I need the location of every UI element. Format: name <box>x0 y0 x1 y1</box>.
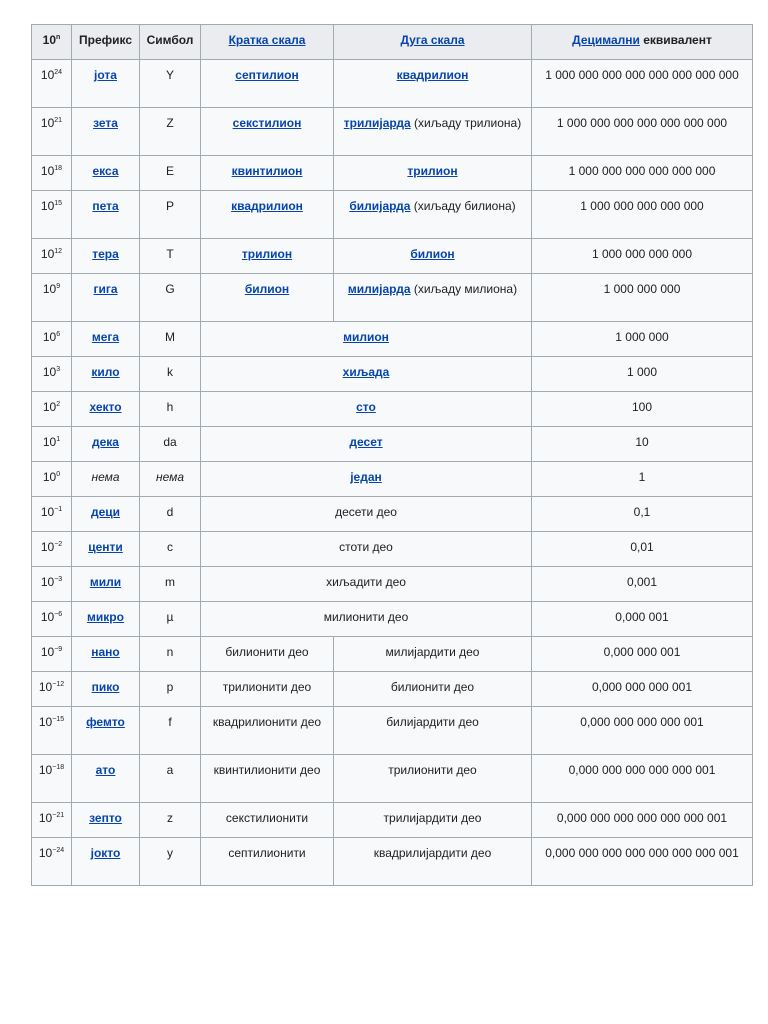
header-long-scale[interactable] <box>334 25 532 60</box>
table-row <box>32 602 753 637</box>
long-scale-text: трилионити део <box>388 763 477 777</box>
short-scale-cell[interactable] <box>201 191 334 239</box>
power-cell <box>32 427 72 462</box>
prefix-link[interactable]: пета <box>92 199 119 213</box>
si-prefix-table <box>31 24 753 886</box>
symbol-cell <box>140 462 201 497</box>
prefix-cell[interactable] <box>72 532 140 567</box>
power-cell <box>32 672 72 707</box>
power-exponent: 18 <box>54 165 63 172</box>
symbol-text: E <box>165 164 174 178</box>
short-scale-link[interactable]: билион <box>244 282 290 296</box>
decimal-cell <box>532 462 753 497</box>
short-scale-cell <box>201 672 334 707</box>
short-scale-text: секстилионити <box>225 811 309 825</box>
table-row <box>32 707 753 755</box>
decimal-cell <box>532 191 753 239</box>
symbol-cell <box>140 239 201 274</box>
decimal-cell <box>532 60 753 108</box>
power-exponent: −12 <box>52 681 65 688</box>
decimal-value: 0,000 000 000 000 000 000 001 <box>556 811 728 825</box>
power-cell <box>32 191 72 239</box>
prefix-link[interactable]: зета <box>93 116 118 130</box>
power-exponent: 15 <box>54 200 63 207</box>
prefix-link[interactable]: хекто <box>89 400 122 414</box>
scale-name-link[interactable]: један <box>350 470 382 484</box>
prefix-link[interactable]: зепто <box>89 811 122 825</box>
decimal-value: 1 000 <box>626 365 658 379</box>
symbol-text: Z <box>166 116 174 130</box>
long-scale-text: милијардити део <box>385 645 480 659</box>
prefix-cell[interactable] <box>72 392 140 427</box>
symbol-text: da <box>163 435 177 449</box>
power-exponent: 24 <box>54 69 63 76</box>
long-scale-note: (хиљаду билиона) <box>410 199 516 213</box>
short-scale-text: квадрилионити део <box>212 715 322 729</box>
long-scale-cell <box>334 672 532 707</box>
long-scale-cell <box>334 803 532 838</box>
decimal-value: 1 <box>638 470 646 484</box>
short-scale-cell[interactable] <box>201 60 334 108</box>
symbol-cell <box>140 497 201 532</box>
power-exponent: −18 <box>52 764 65 771</box>
power-base: 10 <box>40 199 55 213</box>
short-scale-cell <box>201 803 334 838</box>
prefix-cell[interactable] <box>72 156 140 191</box>
long-scale-link[interactable]: билијарда <box>349 199 411 213</box>
power-cell <box>32 239 72 274</box>
decimal-value: 0,000 000 000 000 000 000 000 001 <box>545 846 739 860</box>
power-base: 10 <box>40 164 55 178</box>
prefix-cell[interactable] <box>72 239 140 274</box>
symbol-cell <box>140 532 201 567</box>
symbol-cell <box>140 803 201 838</box>
power-exponent: −2 <box>54 541 63 548</box>
decimal-value: 1 000 000 000 000 000 <box>580 199 704 213</box>
power-base: 10 <box>40 610 55 624</box>
symbol-cell <box>140 755 201 803</box>
long-scale-cell <box>334 755 532 803</box>
long-scale-cell <box>334 707 532 755</box>
prefix-cell[interactable] <box>72 803 140 838</box>
scale-merged-cell[interactable] <box>201 427 532 462</box>
decimal-cell <box>532 322 753 357</box>
prefix-cell[interactable] <box>72 108 140 156</box>
header-short-scale[interactable] <box>201 25 334 60</box>
power-base: 10 <box>40 575 55 589</box>
symbol-cell <box>140 602 201 637</box>
symbol-cell <box>140 191 201 239</box>
table-row <box>32 755 753 803</box>
decimal-cell <box>532 392 753 427</box>
prefix-cell[interactable] <box>72 637 140 672</box>
symbol-text: c <box>167 540 173 554</box>
power-cell <box>32 60 72 108</box>
long-scale-note: (хиљаду трилиона) <box>410 116 522 130</box>
power-cell <box>32 108 72 156</box>
prefix-link[interactable]: нано <box>91 645 120 659</box>
power-cell <box>32 462 72 497</box>
table-row <box>32 156 753 191</box>
header-prefix: Префикс <box>72 25 140 60</box>
power-base: 10 <box>42 365 57 379</box>
power-base: 10 <box>40 247 55 261</box>
power-cell <box>32 637 72 672</box>
scale-merged-cell <box>201 532 532 567</box>
power-exponent: −21 <box>52 812 65 819</box>
prefix-link[interactable]: мили <box>89 575 122 589</box>
table-row <box>32 672 753 707</box>
symbol-cell <box>140 357 201 392</box>
symbol-cell <box>140 60 201 108</box>
prefix-cell[interactable] <box>72 707 140 755</box>
table-row <box>32 567 753 602</box>
long-scale-text: трилијардити део <box>383 811 482 825</box>
symbol-cell <box>140 707 201 755</box>
symbol-cell <box>140 108 201 156</box>
symbol-text: h <box>166 400 174 414</box>
decimal-value: 1 000 000 <box>615 330 669 344</box>
symbol-text: p <box>166 680 174 694</box>
prefix-cell[interactable] <box>72 838 140 886</box>
power-base: 10 <box>38 846 53 860</box>
short-scale-cell[interactable] <box>201 156 334 191</box>
prefix-cell[interactable] <box>72 427 140 462</box>
table-row <box>32 322 753 357</box>
table-row <box>32 239 753 274</box>
long-scale-link[interactable]: милијарда <box>347 282 411 296</box>
decimal-cell <box>532 357 753 392</box>
prefix-link[interactable]: фемто <box>86 715 125 729</box>
power-exponent: −9 <box>54 646 63 653</box>
short-scale-link[interactable]: квинтилион <box>231 164 303 178</box>
long-scale-cell[interactable] <box>334 60 532 108</box>
symbol-text: T <box>166 247 174 261</box>
long-scale-note: (хиљаду милиона) <box>410 282 518 296</box>
table-row <box>32 392 753 427</box>
decimal-cell <box>532 497 753 532</box>
short-scale-cell <box>201 755 334 803</box>
short-scale-link[interactable]: Кратка скала <box>228 33 306 47</box>
decimal-cell <box>532 427 753 462</box>
decimal-value: 0,000 000 001 <box>603 645 681 659</box>
short-scale-cell <box>201 637 334 672</box>
long-scale-cell[interactable] <box>334 108 532 156</box>
power-base: 10 <box>40 68 55 82</box>
table-row <box>32 637 753 672</box>
decimal-value: 0,1 <box>633 505 651 519</box>
power-base: 10 <box>40 116 55 130</box>
table-row <box>32 462 753 497</box>
long-scale-text: билијардити део <box>386 715 479 729</box>
power-base: 10 <box>42 282 57 296</box>
decimal-cell <box>532 637 753 672</box>
scale-name-text: десети део <box>335 505 397 519</box>
power-exponent: 2 <box>56 401 61 408</box>
decimal-value: 0,01 <box>630 540 654 554</box>
symbol-text: a <box>166 763 174 777</box>
decimal-value: 0,000 001 <box>615 610 669 624</box>
power-exponent: −6 <box>54 611 63 618</box>
decimal-value: 1 000 000 000 <box>603 282 681 296</box>
decimal-value: 1 000 000 000 000 <box>591 247 693 261</box>
short-scale-text: квинтилионити део <box>213 763 321 777</box>
decimal-cell <box>532 108 753 156</box>
power-cell <box>32 322 72 357</box>
symbol-text: y <box>167 846 173 860</box>
scale-name-link[interactable]: десет <box>349 435 383 449</box>
prefix-cell <box>72 462 140 497</box>
power-cell <box>32 803 72 838</box>
short-scale-cell[interactable] <box>201 108 334 156</box>
prefix-link[interactable]: пико <box>91 680 120 694</box>
scale-merged-cell <box>201 602 532 637</box>
symbol-cell <box>140 322 201 357</box>
prefix-link[interactable]: мега <box>91 330 120 344</box>
symbol-text: m <box>165 575 175 589</box>
decimal-cell <box>532 803 753 838</box>
long-scale-link[interactable]: трилијарда <box>343 116 411 130</box>
prefix-link[interactable]: центи <box>88 540 123 554</box>
decimal-cell <box>532 755 753 803</box>
prefix-cell[interactable] <box>72 497 140 532</box>
power-exponent: 1 <box>56 436 61 443</box>
prefix-link[interactable]: јокто <box>90 846 121 860</box>
long-scale-link[interactable]: трилион <box>407 164 458 178</box>
decimal-value: 10 <box>635 435 649 449</box>
power-cell <box>32 497 72 532</box>
header-symbol: Симбол <box>140 25 201 60</box>
prefix-link[interactable]: гига <box>93 282 118 296</box>
power-exponent: −1 <box>54 506 63 513</box>
power-base: 10 <box>42 435 57 449</box>
power-base: 10 <box>42 470 57 484</box>
long-scale-cell[interactable] <box>334 274 532 322</box>
symbol-cell <box>140 274 201 322</box>
short-scale-link[interactable]: секстилион <box>232 116 302 130</box>
power-exponent: 0 <box>56 471 61 478</box>
prefix-link[interactable]: ато <box>95 763 116 777</box>
power-cell <box>32 532 72 567</box>
power-exponent: 6 <box>56 331 61 338</box>
long-scale-cell[interactable] <box>334 191 532 239</box>
power-cell <box>32 755 72 803</box>
power-exponent: 12 <box>54 248 63 255</box>
prefix-text: нема <box>91 470 120 484</box>
prefix-cell[interactable] <box>72 322 140 357</box>
short-scale-text: трилионити део <box>222 680 312 694</box>
prefix-cell[interactable] <box>72 672 140 707</box>
power-cell <box>32 274 72 322</box>
power-base: 10 <box>40 540 55 554</box>
prefix-link[interactable]: дека <box>92 435 119 449</box>
power-exponent: −15 <box>52 716 65 723</box>
decimal-cell <box>532 602 753 637</box>
power-exponent: −24 <box>52 847 65 854</box>
table-row <box>32 191 753 239</box>
power-cell <box>32 357 72 392</box>
short-scale-cell[interactable] <box>201 274 334 322</box>
prefix-link[interactable]: микро <box>87 610 124 624</box>
table-row <box>32 274 753 322</box>
power-cell <box>32 392 72 427</box>
prefix-cell[interactable] <box>72 357 140 392</box>
decimal-rest: еквивалент <box>639 33 712 47</box>
table-body <box>32 60 753 886</box>
symbol-cell <box>140 567 201 602</box>
power-exponent: 21 <box>54 117 63 124</box>
power-base: 10 <box>40 645 55 659</box>
decimal-cell <box>532 672 753 707</box>
long-scale-text: билионити део <box>390 680 475 694</box>
decimal-value: 0,000 000 000 001 <box>591 680 693 694</box>
symbol-cell <box>140 637 201 672</box>
table-row <box>32 60 753 108</box>
scale-name-text: милионити део <box>323 610 409 624</box>
symbol-cell <box>140 672 201 707</box>
decimal-value: 0,001 <box>626 575 658 589</box>
prefix-cell[interactable] <box>72 602 140 637</box>
symbol-text: k <box>167 365 173 379</box>
short-scale-link[interactable]: квадрилион <box>231 199 303 213</box>
prefix-cell[interactable] <box>72 274 140 322</box>
decimal-value: 1 000 000 000 000 000 000 <box>568 164 716 178</box>
decimal-cell <box>532 156 753 191</box>
scale-merged-cell[interactable] <box>201 462 532 497</box>
power-exponent: −3 <box>54 576 63 583</box>
symbol-text: G <box>165 282 175 296</box>
prefix-cell[interactable] <box>72 191 140 239</box>
symbol-text: нема <box>155 470 185 484</box>
power-base: 10 <box>38 763 53 777</box>
short-scale-cell[interactable] <box>201 239 334 274</box>
decimal-cell <box>532 239 753 274</box>
table-row <box>32 108 753 156</box>
symbol-text: d <box>166 505 174 519</box>
short-scale-link[interactable]: трилион <box>241 247 293 261</box>
decimal-value: 1 000 000 000 000 000 000 000 000 <box>545 68 739 82</box>
decimal-cell <box>532 838 753 886</box>
symbol-text: n <box>166 645 174 659</box>
symbol-cell <box>140 156 201 191</box>
long-scale-cell[interactable] <box>334 239 532 274</box>
long-scale-cell <box>334 838 532 886</box>
power-base: 10 <box>42 400 57 414</box>
prefix-link[interactable]: екса <box>92 164 119 178</box>
power-cell <box>32 602 72 637</box>
long-scale-link[interactable]: билион <box>410 247 455 261</box>
long-scale-cell[interactable] <box>334 156 532 191</box>
decimal-cell <box>532 567 753 602</box>
decimal-value: 100 <box>631 400 653 414</box>
power-cell <box>32 707 72 755</box>
decimal-cell <box>532 707 753 755</box>
header-row <box>32 25 753 60</box>
header-power: 10$^n$ <box>32 25 72 60</box>
scale-name-link[interactable]: хиљада <box>342 365 390 379</box>
power-base: 10 <box>40 505 55 519</box>
prefix-link[interactable]: кило <box>91 365 120 379</box>
scale-name-text: стоти део <box>339 540 393 554</box>
short-scale-text: билионити део <box>225 645 309 659</box>
table-row <box>32 838 753 886</box>
prefix-cell[interactable] <box>72 60 140 108</box>
symbol-text: Y <box>165 68 174 82</box>
symbol-cell <box>140 427 201 462</box>
prefix-cell[interactable] <box>72 755 140 803</box>
power-cell <box>32 838 72 886</box>
decimal-link[interactable]: Децимални <box>572 33 640 47</box>
power-base: 10 <box>42 330 57 344</box>
scale-name-text: хиљадити део <box>326 575 406 589</box>
symbol-text: z <box>167 811 173 825</box>
power-base: 10 <box>38 811 53 825</box>
symbol-cell <box>140 392 201 427</box>
prefix-link[interactable]: јота <box>94 68 117 82</box>
scale-merged-cell[interactable] <box>201 322 532 357</box>
power-exponent: 9 <box>56 283 61 290</box>
short-scale-text: септилионити <box>228 846 306 860</box>
short-scale-link[interactable]: септилион <box>235 68 299 82</box>
symbol-text: M <box>165 330 175 344</box>
scale-merged-cell <box>201 497 532 532</box>
decimal-value: 0,000 000 000 000 000 001 <box>568 763 716 777</box>
decimal-cell <box>532 274 753 322</box>
symbol-text: f <box>168 715 172 729</box>
scale-name-link[interactable]: милион <box>343 330 389 344</box>
table-row <box>32 532 753 567</box>
long-scale-link[interactable]: квадрилион <box>396 68 469 82</box>
power-cell <box>32 567 72 602</box>
table-row <box>32 427 753 462</box>
header-decimal[interactable] <box>532 25 753 60</box>
decimal-value: 1 000 000 000 000 000 000 000 <box>556 116 728 130</box>
prefix-link[interactable]: тера <box>92 247 119 261</box>
long-scale-link[interactable]: Дуга скала <box>400 33 465 47</box>
short-scale-cell <box>201 838 334 886</box>
symbol-cell <box>140 838 201 886</box>
table-row <box>32 497 753 532</box>
short-scale-cell <box>201 707 334 755</box>
prefix-cell[interactable] <box>72 567 140 602</box>
prefix-link[interactable]: деци <box>90 505 121 519</box>
scale-merged-cell[interactable] <box>201 392 532 427</box>
symbol-text: µ <box>166 610 174 624</box>
symbol-text: P <box>165 199 174 213</box>
scale-merged-cell[interactable] <box>201 357 532 392</box>
power-base: 10 <box>38 680 53 694</box>
scale-merged-cell <box>201 567 532 602</box>
power-base: 10 <box>38 715 53 729</box>
long-scale-text: квадрилијардити део <box>373 846 492 860</box>
decimal-cell <box>532 532 753 567</box>
scale-name-link[interactable]: сто <box>356 400 376 414</box>
power-exponent: 3 <box>56 366 61 373</box>
power-cell <box>32 156 72 191</box>
table-row <box>32 803 753 838</box>
table-row <box>32 357 753 392</box>
decimal-value: 0,000 000 000 000 001 <box>580 715 704 729</box>
long-scale-cell <box>334 637 532 672</box>
